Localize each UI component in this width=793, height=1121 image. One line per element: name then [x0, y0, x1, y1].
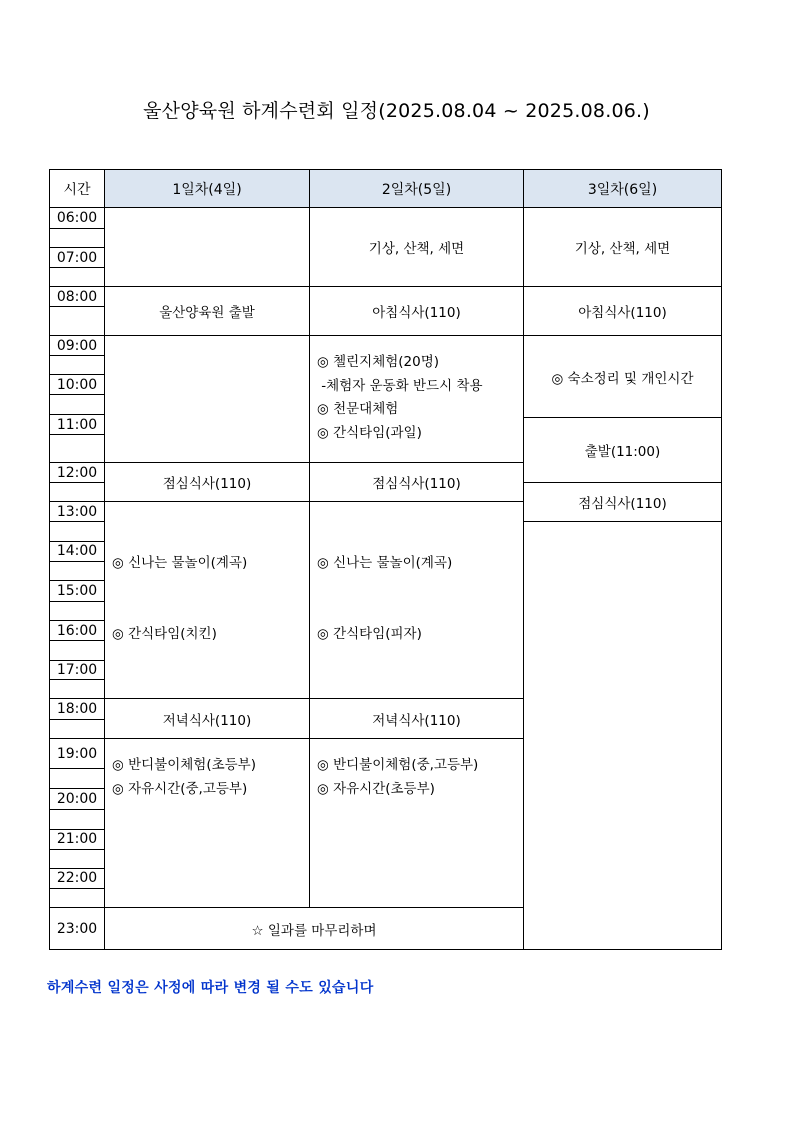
time-label: 23:00	[56, 921, 98, 937]
day2-lunch: 점심식사(110)	[372, 476, 461, 492]
day1-evening-item: ◎ 반디불이체험(초등부)	[112, 757, 256, 773]
day3-morning: ◎ 숙소정리 및 개인시간	[551, 370, 694, 387]
day2-snack	[317, 623, 422, 647]
schedule-change-note: 하계수련 일정은 사정에 따라 변경 될 수도 있습니다	[47, 980, 374, 996]
time-label: 14:00	[56, 543, 98, 559]
day2-morning-item: ◎ 간식타임(과일)	[317, 424, 422, 441]
header-day3: 3일차(6일)	[587, 181, 658, 198]
day2-afternoon	[317, 552, 452, 576]
time-label: 13:00	[56, 504, 98, 520]
day3-breakfast: 아침식사(110)	[578, 305, 667, 321]
day2-wake: 기상, 산책, 세면	[368, 241, 465, 257]
day2-afternoon-item: ◎ 신나는 물놀이(계곡)	[317, 555, 453, 571]
day1-evening-item: ◎ 자유시간(중,고등부)	[112, 780, 248, 797]
day1-departure: 울산양육원 출발	[159, 305, 255, 321]
day1-afternoon	[112, 552, 247, 576]
time-label: 20:00	[56, 791, 98, 807]
time-label: 12:00	[56, 465, 98, 481]
time-label: 16:00	[56, 623, 98, 639]
header-day2: 2일차(5일)	[381, 181, 452, 198]
day1-afternoon-item: ◎ 신나는 물놀이(계곡)	[112, 555, 248, 571]
time-label: 18:00	[56, 701, 98, 717]
day2-morning-item: -체험자 운동화 반드시 착용	[317, 377, 483, 394]
header-day1: 1일차(4일)	[172, 181, 242, 198]
day1-lunch: 점심식사(110)	[162, 476, 252, 492]
day2-morning	[317, 351, 483, 445]
time-label: 22:00	[56, 870, 98, 886]
day1-evening	[112, 754, 256, 801]
header-time: 시간	[63, 181, 91, 198]
time-label: 10:00	[56, 377, 98, 393]
day1-dinner: 저녁식사(110)	[162, 712, 252, 729]
time-label: 17:00	[56, 662, 98, 678]
day2-evening-item: ◎ 자유시간(초등부)	[317, 780, 435, 797]
day2-morning-item: ◎ 천문대체험	[317, 401, 399, 417]
time-label: 09:00	[56, 338, 98, 354]
page-title: 울산양육원 하계수련회 일정(2025.08.04 ~ 2025.08.06.)	[143, 100, 650, 122]
time-label: 08:00	[56, 289, 98, 305]
closing-row: ☆ 일과를 마무리하며	[251, 922, 377, 939]
day2-breakfast: 아침식사(110)	[372, 305, 461, 321]
day2-afternoon-item: ◎ 간식타임(피자)	[317, 626, 422, 642]
time-label: 19:00	[56, 746, 98, 762]
day1-snack	[112, 623, 217, 647]
time-label: 07:00	[56, 250, 98, 266]
day3-lunch: 점심식사(110)	[578, 496, 667, 512]
time-label: 11:00	[56, 417, 98, 433]
day3-wake: 기상, 산책, 세면	[574, 241, 671, 257]
day3-departure: 출발(11:00)	[584, 444, 661, 460]
time-label: 15:00	[56, 583, 98, 599]
day2-evening-item: ◎ 반디불이체험(중,고등부)	[317, 757, 479, 773]
time-label: 21:00	[56, 831, 98, 847]
day2-evening	[317, 754, 478, 801]
day2-dinner: 저녁식사(110)	[372, 712, 461, 729]
day2-morning-item: ◎ 첼린지체험(20명)	[317, 354, 440, 370]
day1-afternoon-item: ◎ 간식타임(치킨)	[112, 626, 217, 642]
time-label: 06:00	[56, 210, 98, 226]
